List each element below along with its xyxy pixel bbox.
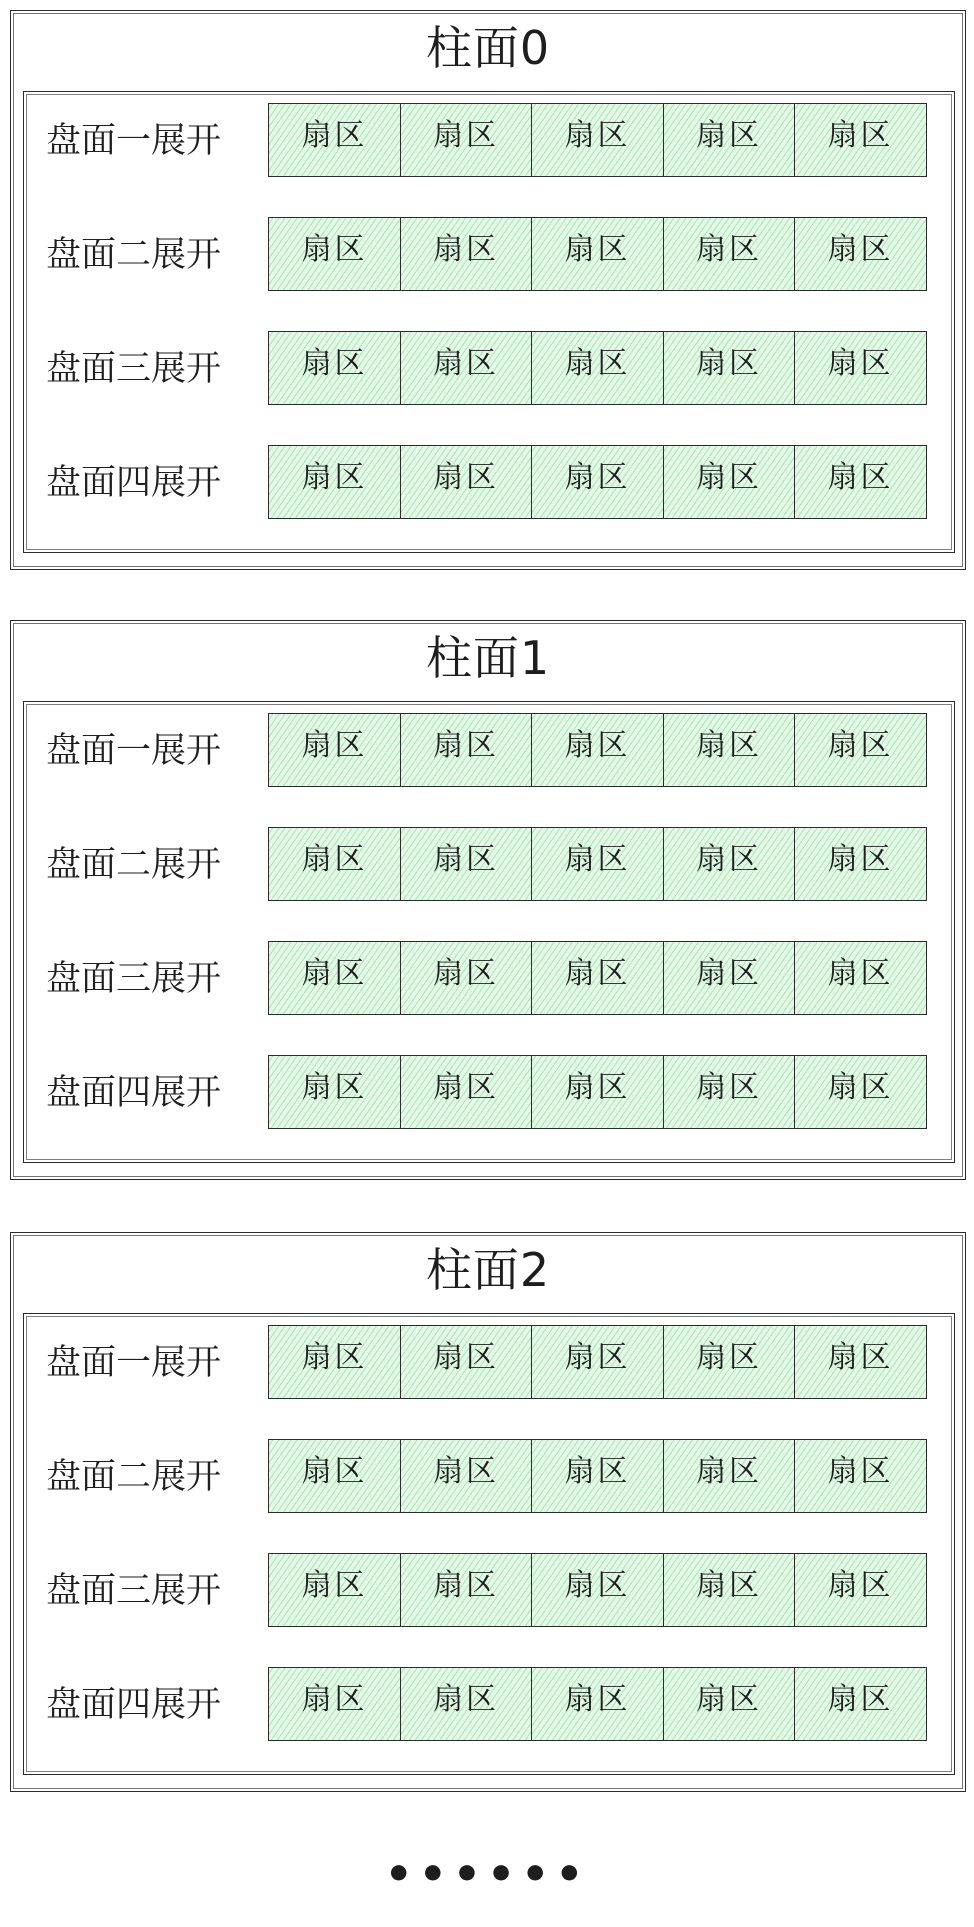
sector: 扇区 <box>663 1667 796 1741</box>
sector: 扇区 <box>531 103 664 177</box>
sector: 扇区 <box>268 713 401 787</box>
sector: 扇区 <box>268 1325 401 1399</box>
cylinder-0 <box>10 10 966 570</box>
sector: 扇区 <box>794 1553 927 1627</box>
platter-group <box>23 1313 955 1775</box>
sector: 扇区 <box>400 103 533 177</box>
sector: 扇区 <box>531 1439 664 1513</box>
sector: 扇区 <box>531 827 664 901</box>
sector-strip <box>268 1325 933 1399</box>
sector: 扇区 <box>268 445 401 519</box>
sector: 扇区 <box>268 331 401 405</box>
platter-label: 盘面三展开 <box>46 1571 222 1611</box>
sector: 扇区 <box>663 713 796 787</box>
cylinder-1 <box>10 620 966 1180</box>
platter-row <box>24 217 954 291</box>
sector: 扇区 <box>400 217 533 291</box>
sector: 扇区 <box>663 1553 796 1627</box>
platter-label: 盘面一展开 <box>46 1343 222 1383</box>
cylinder-2 <box>10 1232 966 1792</box>
sector: 扇区 <box>400 1325 533 1399</box>
platter-label: 盘面一展开 <box>46 121 222 161</box>
sector-strip <box>268 445 933 519</box>
sector: 扇区 <box>531 1325 664 1399</box>
platter-label: 盘面三展开 <box>46 349 222 389</box>
sector: 扇区 <box>400 1055 533 1129</box>
sector: 扇区 <box>268 941 401 1015</box>
sector: 扇区 <box>268 1439 401 1513</box>
sector: 扇区 <box>663 941 796 1015</box>
sector: 扇区 <box>531 445 664 519</box>
platter-row <box>24 827 954 901</box>
platter-row <box>24 1055 954 1129</box>
sector: 扇区 <box>794 1667 927 1741</box>
platter-label: 盘面三展开 <box>46 959 222 999</box>
sector: 扇区 <box>794 331 927 405</box>
sector: 扇区 <box>400 1553 533 1627</box>
sector: 扇区 <box>794 827 927 901</box>
sector: 扇区 <box>794 445 927 519</box>
sector: 扇区 <box>663 217 796 291</box>
platter-label: 盘面二展开 <box>46 845 222 885</box>
sector: 扇区 <box>663 1325 796 1399</box>
sector-strip <box>268 1439 933 1513</box>
sector: 扇区 <box>400 941 533 1015</box>
sector-strip <box>268 217 933 291</box>
platter-row <box>24 103 954 177</box>
cylinder-title: 柱面2 <box>425 1243 551 1297</box>
sector-strip <box>268 103 933 177</box>
sector-strip <box>268 827 933 901</box>
sector-strip <box>268 713 933 787</box>
sector: 扇区 <box>663 827 796 901</box>
continuation-ellipsis: •••••• <box>384 1849 590 1900</box>
platter-row <box>24 1325 954 1399</box>
platter-row <box>24 1667 954 1741</box>
sector: 扇区 <box>400 445 533 519</box>
platter-row <box>24 1553 954 1627</box>
platter-row <box>24 941 954 1015</box>
sector: 扇区 <box>531 1667 664 1741</box>
sector: 扇区 <box>794 217 927 291</box>
sector: 扇区 <box>268 1055 401 1129</box>
sector: 扇区 <box>794 713 927 787</box>
platter-label: 盘面四展开 <box>46 1685 222 1725</box>
sector: 扇区 <box>268 103 401 177</box>
sector: 扇区 <box>663 1055 796 1129</box>
sector: 扇区 <box>663 103 796 177</box>
cylinder-title: 柱面1 <box>425 631 551 685</box>
sector-strip <box>268 1553 933 1627</box>
sector: 扇区 <box>268 217 401 291</box>
platter-group <box>23 91 955 553</box>
sector: 扇区 <box>531 217 664 291</box>
sector-strip <box>268 1055 933 1129</box>
sector-strip <box>268 941 933 1015</box>
sector: 扇区 <box>794 1439 927 1513</box>
sector: 扇区 <box>531 1055 664 1129</box>
cylinder-title: 柱面0 <box>425 21 551 75</box>
platter-label: 盘面一展开 <box>46 731 222 771</box>
sector: 扇区 <box>268 1553 401 1627</box>
sector: 扇区 <box>794 941 927 1015</box>
sector: 扇区 <box>663 331 796 405</box>
platter-label: 盘面四展开 <box>46 1073 222 1113</box>
sector: 扇区 <box>794 1325 927 1399</box>
sector: 扇区 <box>663 1439 796 1513</box>
sector: 扇区 <box>663 445 796 519</box>
sector: 扇区 <box>268 1667 401 1741</box>
platter-row <box>24 713 954 787</box>
platter-label: 盘面二展开 <box>46 235 222 275</box>
sector: 扇区 <box>400 1439 533 1513</box>
platter-label: 盘面四展开 <box>46 463 222 503</box>
sector: 扇区 <box>531 331 664 405</box>
sector: 扇区 <box>531 713 664 787</box>
platter-label: 盘面二展开 <box>46 1457 222 1497</box>
sector: 扇区 <box>531 1553 664 1627</box>
sector: 扇区 <box>400 713 533 787</box>
sector-strip <box>268 331 933 405</box>
sector: 扇区 <box>400 827 533 901</box>
sector-strip <box>268 1667 933 1741</box>
sector: 扇区 <box>794 103 927 177</box>
platter-row <box>24 445 954 519</box>
sector: 扇区 <box>531 941 664 1015</box>
sector: 扇区 <box>400 1667 533 1741</box>
platter-row <box>24 1439 954 1513</box>
platter-row <box>24 331 954 405</box>
sector: 扇区 <box>400 331 533 405</box>
sector: 扇区 <box>794 1055 927 1129</box>
platter-group <box>23 701 955 1163</box>
sector: 扇区 <box>268 827 401 901</box>
